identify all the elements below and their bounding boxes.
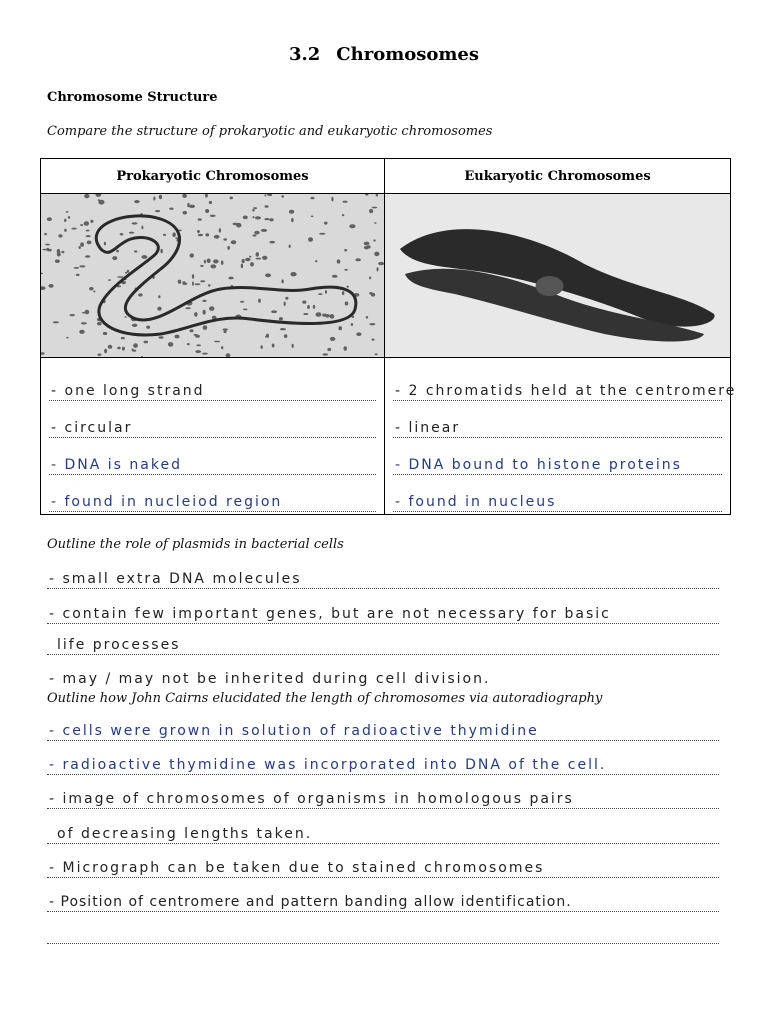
plasmid-answer-line[interactable]: - small extra DNA molecules <box>47 557 719 589</box>
cairns-answer-line[interactable]: - Position of centromere and pattern banding allow identification. <box>47 880 719 912</box>
plasmid-answer-line[interactable]: - may / may not be inherited during cell division. <box>49 671 491 687</box>
answer-line[interactable]: - one long strand <box>49 366 376 401</box>
compare-prompt: Compare the structure of prokaryotic and eukaryotic chromosomes <box>47 124 493 139</box>
answer-line[interactable]: - linear <box>393 403 722 438</box>
answer-line[interactable]: - DNA bound to histone proteins <box>393 440 722 475</box>
answer-line[interactable]: - found in nucleiod region <box>49 477 376 512</box>
section-number: 3.2 <box>288 44 321 65</box>
page-title <box>0 44 768 65</box>
cairns-answer-line[interactable]: - image of chromosomes of organisms in homologous pairs <box>47 777 719 809</box>
plasmid-answer-line[interactable]: life processes <box>47 623 719 655</box>
eukaryotic-answers <box>385 358 737 515</box>
prokaryotic-header: Prokaryotic Chromosomes <box>41 159 385 194</box>
plasmid-prompt: Outline the role of plasmids in bacterial cells <box>47 537 344 552</box>
structure-heading: Chromosome Structure <box>47 90 218 105</box>
eukaryotic-header: Eukaryotic Chromosomes <box>385 159 731 194</box>
cairns-answer-line[interactable]: of decreasing lengths taken. <box>47 812 719 844</box>
answer-line[interactable]: - circular <box>49 403 376 438</box>
eukaryotic-micrograph <box>385 194 731 358</box>
prokaryotic-answers <box>41 358 385 515</box>
cairns-answer-line[interactable]: - Micrograph can be taken due to stained chromosomes <box>47 846 719 878</box>
section-title: Chromosomes <box>336 44 480 65</box>
answer-line[interactable]: - 2 chromatids held at the centromere <box>393 366 722 401</box>
prokaryotic-micrograph <box>41 194 385 358</box>
answer-line[interactable]: - DNA is naked <box>49 440 376 475</box>
cairns-answer-line[interactable]: - radioactive thymidine was incorporated into DNA of the cell. <box>47 743 719 775</box>
cairns-answer-line[interactable]: - cells were grown in solution of radioactive thymidine <box>47 709 719 741</box>
plasmid-answer-line[interactable]: - contain few important genes, but are not necessary for basic <box>47 592 719 624</box>
cairns-answer-line[interactable] <box>47 912 719 944</box>
answer-line[interactable]: - found in nucleus <box>393 477 722 512</box>
comparison-table <box>40 158 737 515</box>
cairns-prompt: Outline how John Cairns elucidated the length of chromosomes via autoradiography <box>47 691 603 706</box>
